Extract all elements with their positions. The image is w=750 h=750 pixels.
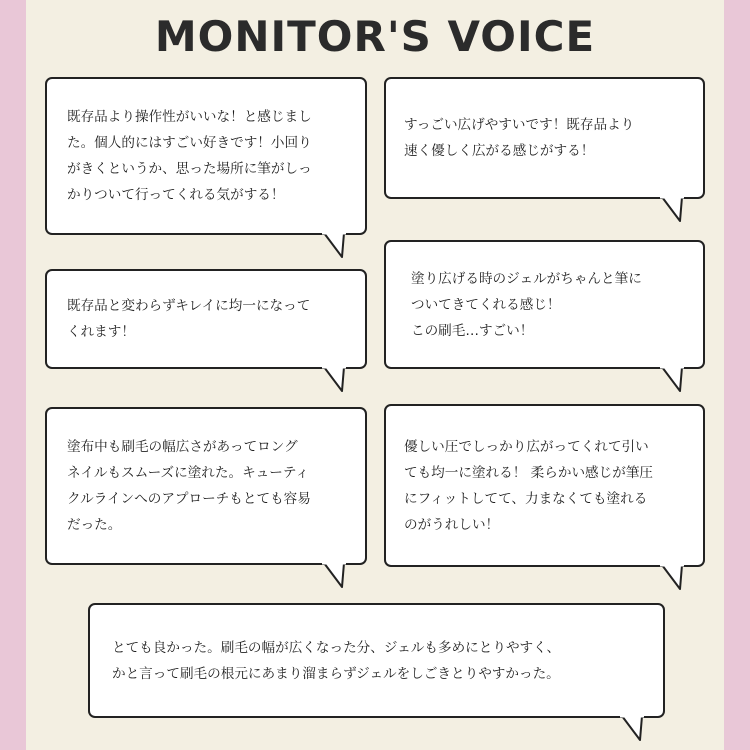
- voice-bubble-7: [88, 603, 665, 718]
- voice-bubble-5: [45, 407, 367, 565]
- voice-bubble-4: [384, 240, 705, 369]
- bubble-tail-5: [322, 563, 352, 593]
- voice-bubble-3: [45, 269, 367, 369]
- bubble-tail-3: [322, 367, 352, 397]
- voice-text-5: 塗布中も刷毛の幅広さがあってロング ネイルもスムーズに塗れた。キューティ クルラインへのアプローチもとても容易 だった。: [67, 439, 311, 533]
- voice-text-7: とても良かった。刷毛の幅が広くなった分、ジェルも多めにとりやすく、 かと言って刷毛の根元にあまり溜まらずジェルをしごきとりやすかった。: [112, 639, 561, 682]
- voice-text-6: 優しい圧でしっかり広がってくれて引い ても均一に塗れる！ 柔らかい感じが筆圧 にフィットしてて、力まなくても塗れる のがうれしい！: [404, 438, 654, 533]
- bubble-tail-7: [620, 716, 650, 746]
- voice-bubble-6: [384, 404, 705, 567]
- bubble-tail-2: [660, 197, 690, 227]
- bubble-tail-1: [322, 233, 352, 263]
- voice-bubble-1: [45, 77, 367, 235]
- voice-text-4: 塗り広げる時のジェルがちゃんと筆に ついてきてくれる感じ！ この刷毛…すごい！: [411, 270, 642, 339]
- voice-bubble-2: [384, 77, 705, 199]
- bubble-tail-6: [660, 565, 690, 595]
- page-title: MONITOR'S VOICE: [154, 12, 596, 61]
- bubble-tail-4: [660, 367, 690, 397]
- voice-text-2: すっごい広げやすいです！既存品より 速く優しく広がる感じがする！: [404, 117, 635, 159]
- voice-text-1: 既存品より操作性がいいな！と感じまし た。個人的にはすごい好きです！小回り がきくというか、思った場所に筆がしっ かりついて行ってくれる気がする！: [67, 109, 312, 203]
- voice-text-3: 既存品と変わらずキレイに均一になって くれます！: [67, 298, 311, 340]
